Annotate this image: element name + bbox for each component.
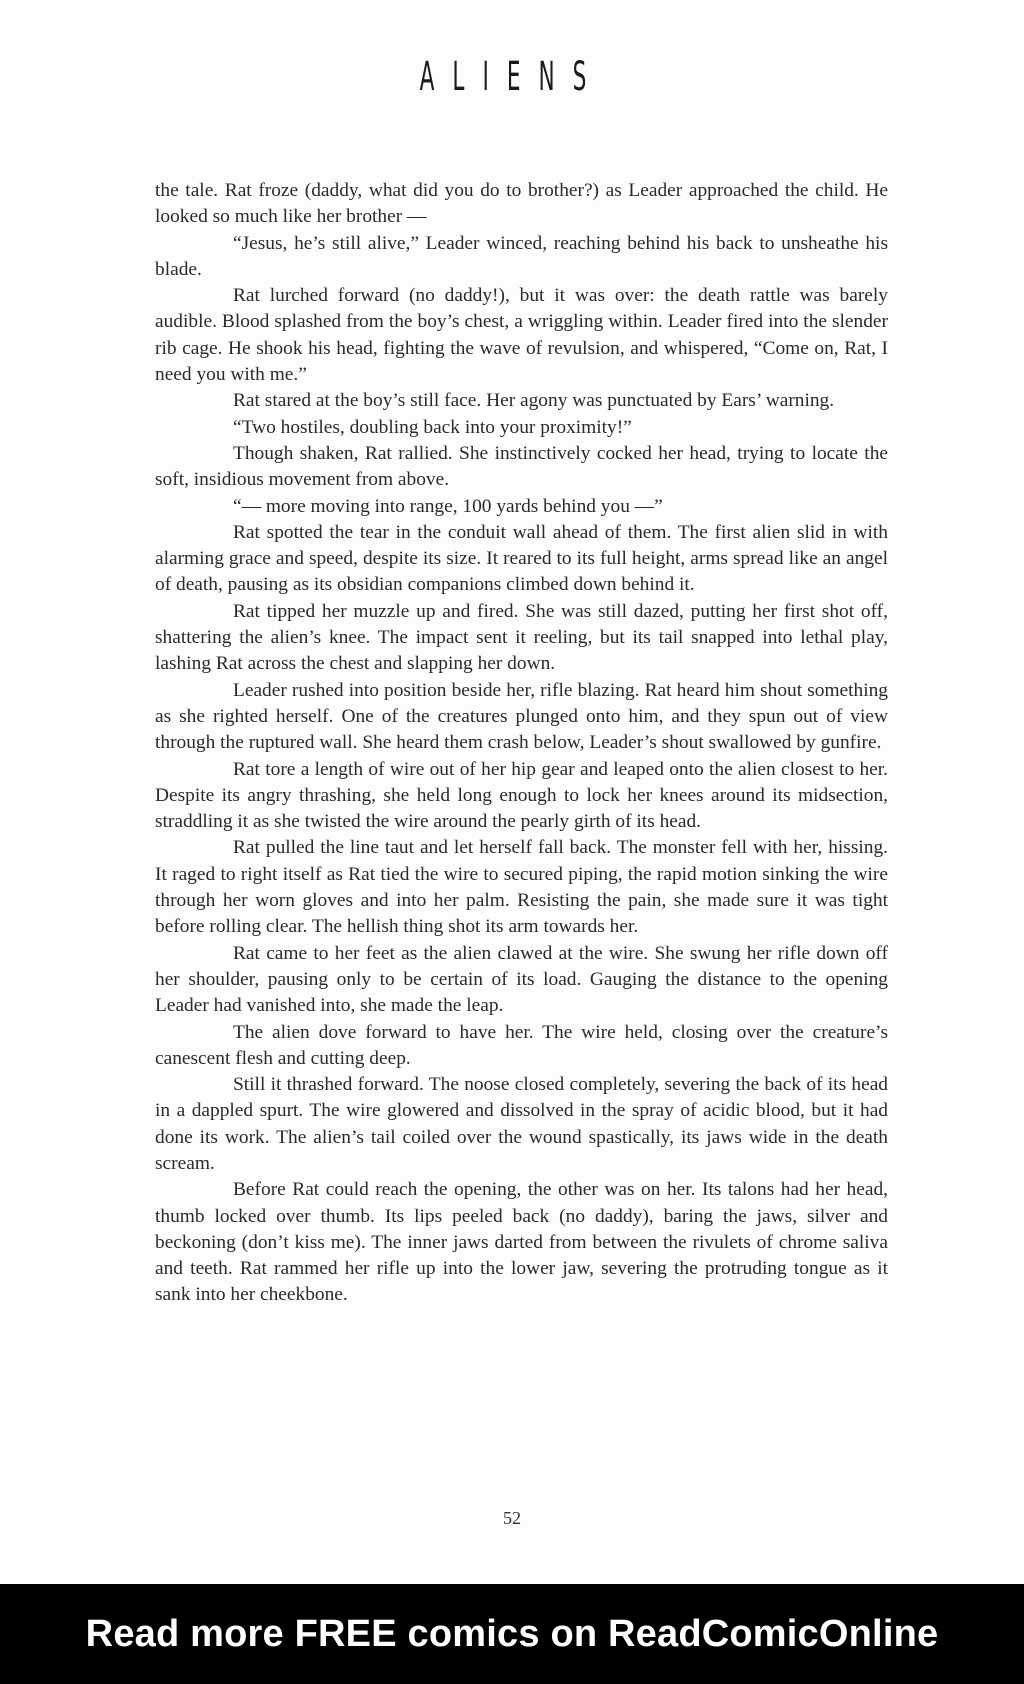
- promo-banner[interactable]: [0, 1584, 1024, 1684]
- story-text: [155, 178, 888, 1309]
- paragraph: Rat lurched forward (no daddy!), but it was over: the death rattle was barely audible. Blood splashed from the boy’s chest, a wriggling within. Leader fired into the slender rib cage. He shook his head, fighting the wave of revulsion, and whispered, “Come on, Rat, I need you with me.”: [155, 285, 888, 386]
- page-number: 52: [503, 1508, 521, 1528]
- paragraph: The alien dove forward to have her. The wire held, closing over the creature’s canescent flesh and cutting deep.: [155, 1021, 888, 1069]
- paragraph: “Two hostiles, doubling back into your proximity!”: [233, 416, 632, 438]
- paragraph: the tale. Rat froze (daddy, what did you do to brother?) as Leader approached the child. He looked so much like her brother —: [155, 180, 888, 228]
- paragraph: Though shaken, Rat rallied. She instinctively cocked her head, trying to locate the soft, insidious movement from above.: [155, 442, 888, 491]
- paragraph: Rat tipped her muzzle up and fired. She was still dazed, putting her first shot off, shattering the alien’s knee. The impact sent it reeling, but its tail snapped into lethal play, lashing Rat across the chest and slapping her down.: [155, 600, 888, 675]
- paragraph: Leader rushed into position beside her, rifle blazing. Rat heard him shout something as she righted herself. One of the creatures plunged onto him, and they spun out of view through the ruptured wall. She heard them crash below, Leader’s shout swallowed by gunfire.: [155, 679, 888, 754]
- aliens-logo: ALIENS: [419, 54, 605, 100]
- paragraph: Still it thrashed forward. The noose closed completely, severing the back of its head in a dappled spurt. The wire glowered and dissolved in the spray of acidic blood, but it had done its work. The alien’s tail coiled over the wound spastically, its jaws wide in the death scream.: [155, 1074, 888, 1174]
- promo-banner-text: Read more FREE comics on ReadComicOnline: [85, 1612, 939, 1655]
- paragraph: Rat tore a length of wire out of her hip gear and leaped onto the alien closest to her. Despite its angry thrashing, she held long enough to lock her knees around its midsection, straddling it as she twisted the wire around the pearly girth of its head.: [155, 758, 888, 833]
- paragraph: Rat stared at the boy’s still face. Her agony was punctuated by Ears’ warning.: [233, 390, 835, 412]
- paragraph: “— more moving into range, 100 yards behind you —”: [233, 495, 663, 517]
- paragraph: Before Rat could reach the opening, the other was on her. Its talons had her head, thumb locked over thumb. Its lips peeled back (no daddy), baring the jaws, silver and beckoning (don’t kiss me). The inner jaws darted from between the rivulets of chrome saliva and teeth. Rat rammed her rifle up into the lower jaw, severing the protruding tongue as it sank into her cheekbone.: [155, 1179, 888, 1306]
- paragraph: Rat spotted the tear in the conduit wall ahead of them. The first alien slid in with alarming grace and speed, despite its size. It reared to its full height, arms spread like an angel of death, pausing as its obsidian companions climbed down behind it.: [155, 521, 888, 596]
- paragraph: Rat came to her feet as the alien clawed at the wire. She swung her rifle down off her shoulder, pausing only to be certain of its load. Gauging the distance to the opening Leader had vanished into, she made the leap.: [155, 942, 888, 1017]
- paragraph: Rat pulled the line taut and let herself fall back. The monster fell with her, hissing. It raged to right itself as Rat tied the wire to secured piping, the rapid motion sinking the wire through her worn gloves and into her palm. Resisting the pain, she made sure it was tight before rolling clear. The hellish thing shot its arm towards her.: [155, 837, 888, 938]
- paragraph: “Jesus, he’s still alive,” Leader winced, reaching behind his back to unsheathe his blade.: [155, 232, 888, 280]
